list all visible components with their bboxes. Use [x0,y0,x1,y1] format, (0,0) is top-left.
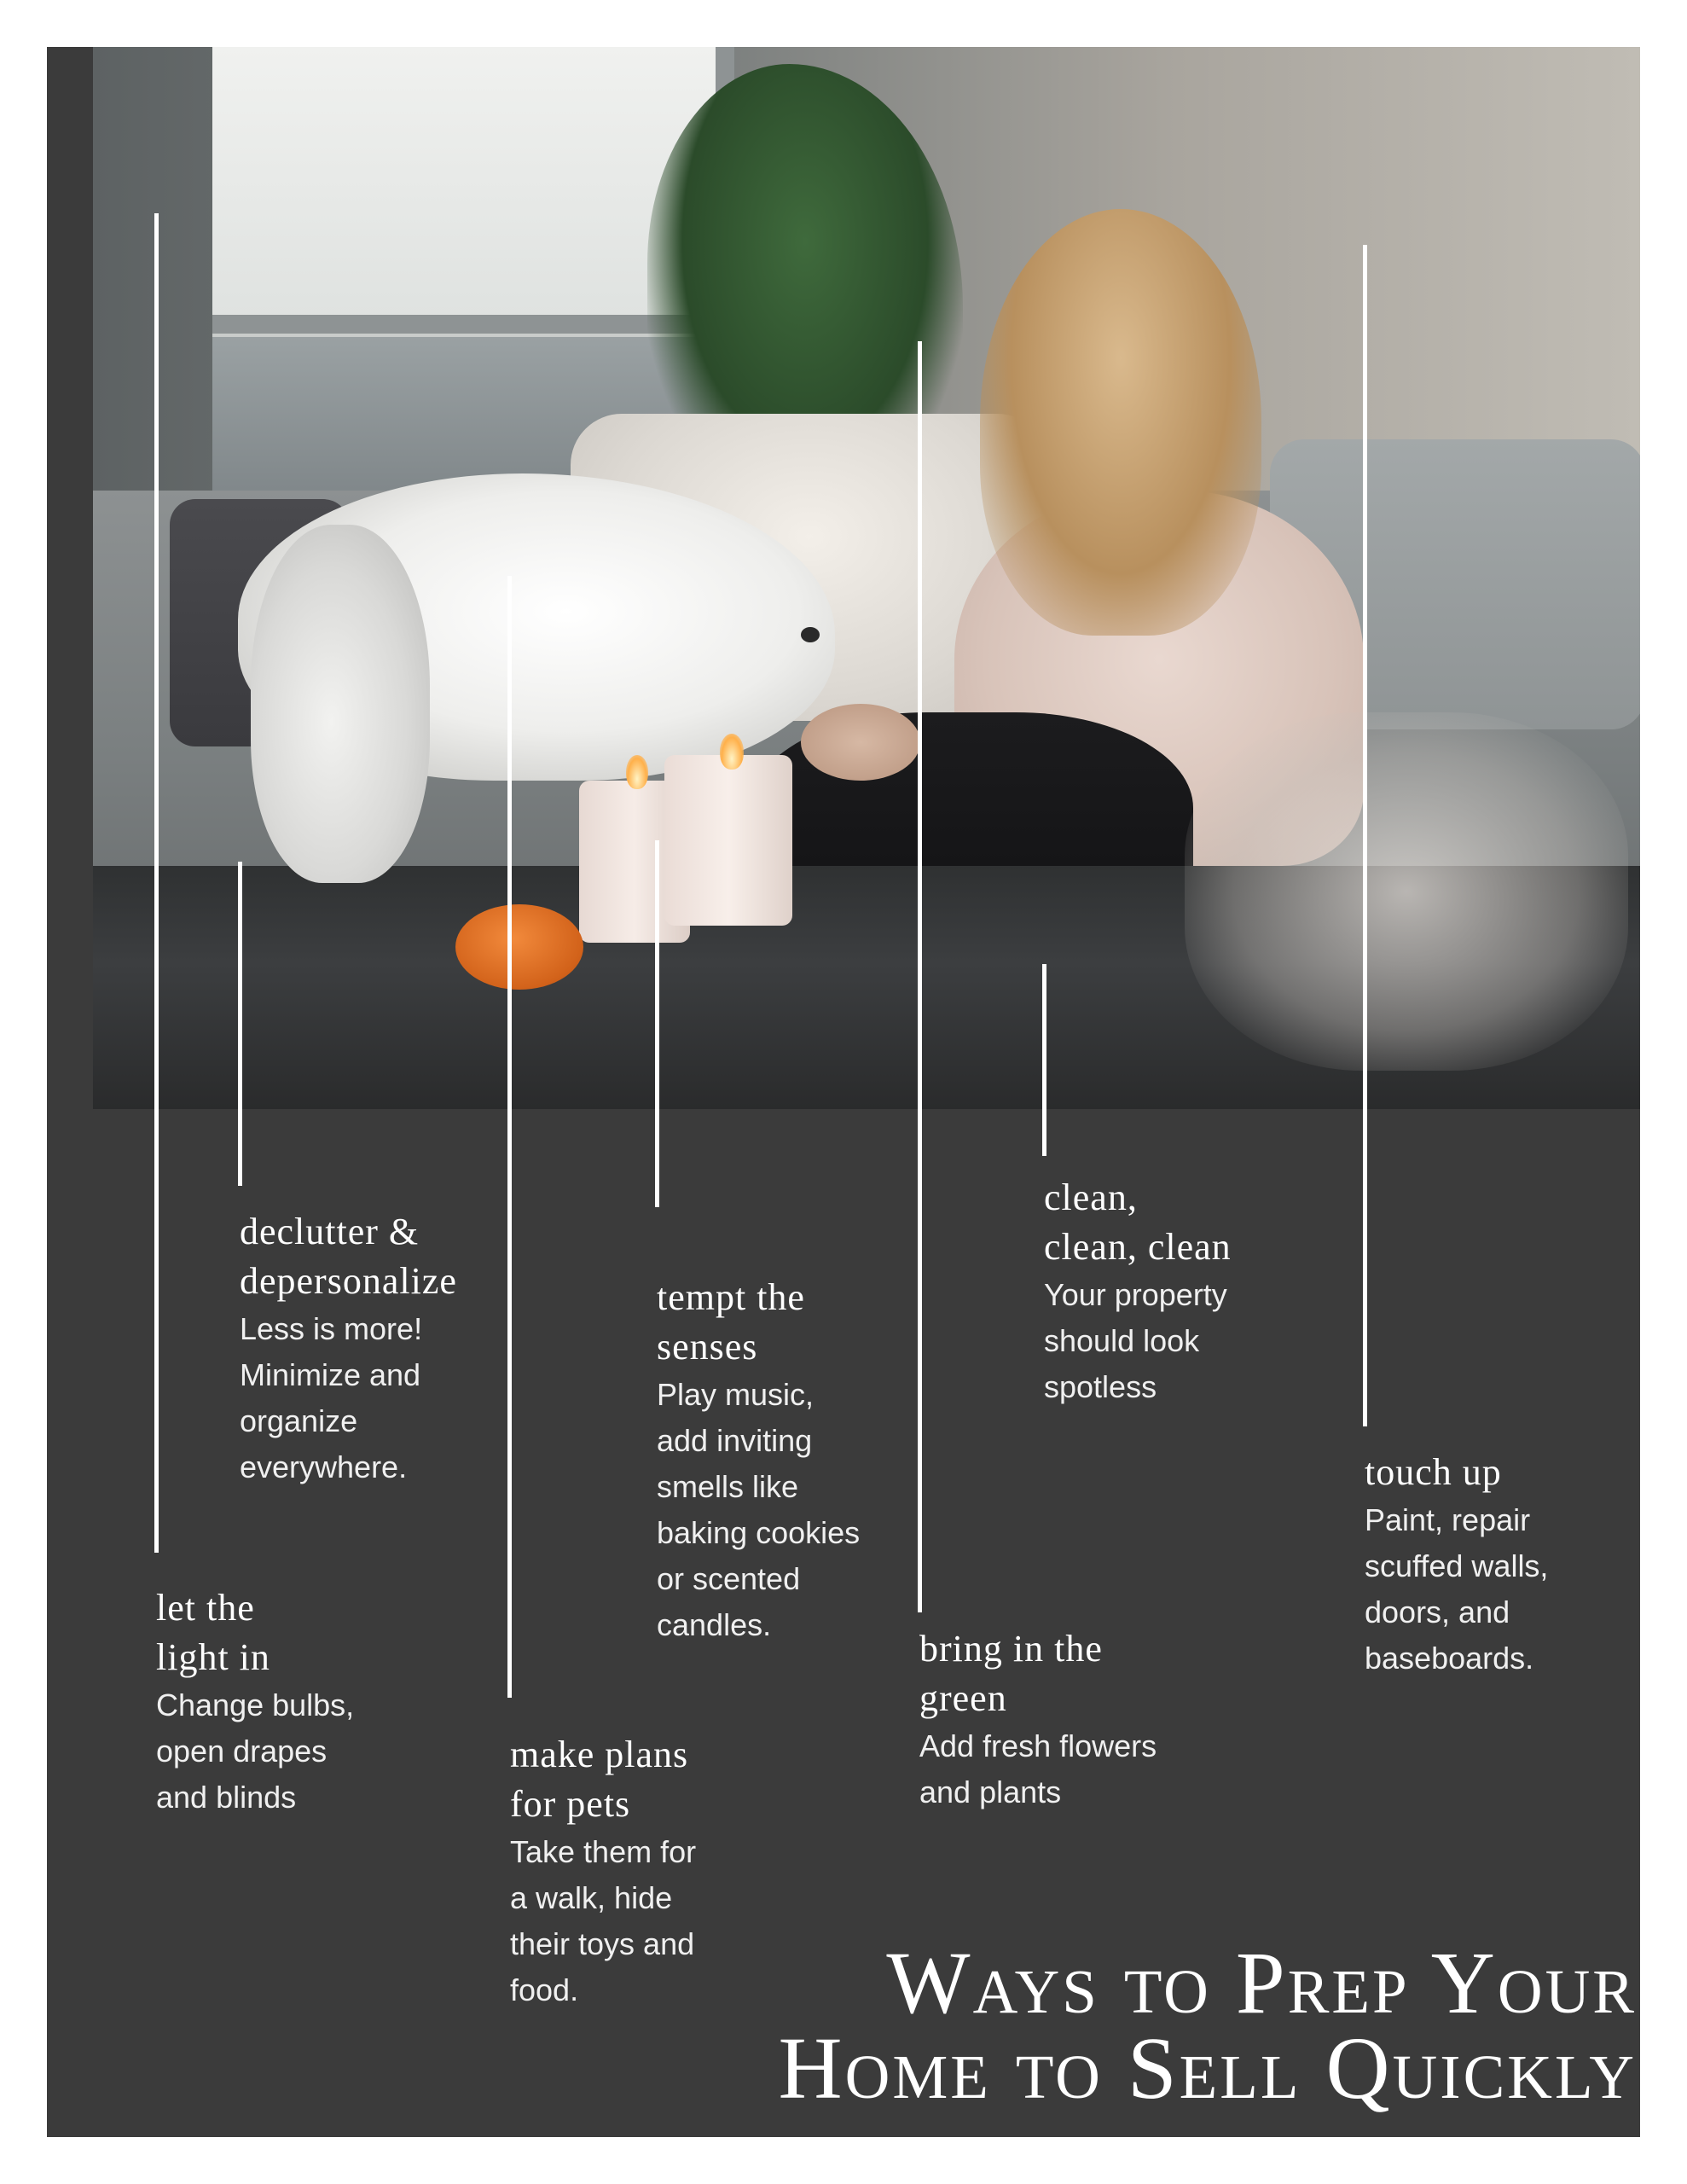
flyer-title-line1: Ways to Prep Your [886,1934,1637,2032]
photo-foreground-blur [1185,712,1628,1071]
photo-window-sky [212,47,716,320]
tip-heading: let the light in [156,1587,270,1678]
flyer-title-line2: Home to Sell Quickly [778,2019,1637,2117]
photo-candle [664,755,792,926]
tip-touch-up [1365,1448,1548,1682]
tip-make-plans-for-pets [510,1730,696,2013]
accent-line [655,840,659,1207]
photo-window-mullion [212,315,716,334]
tip-heading: tempt the senses [657,1276,805,1368]
tip-body: Less is more! Minimize and organize everywhere. [240,1311,423,1484]
tip-body: Paint, repair scuffed walls, doors, and baseboards. [1365,1502,1549,1676]
accent-line [1363,245,1367,1426]
photo-pumpkin [455,904,583,990]
living-room-photo [93,47,1640,1109]
photo-woman-knee [801,704,920,781]
tip-body: Play music, add inviting smells like baking cookies or scented candles. [657,1377,861,1642]
tip-body: Take them for a walk, hide their toys and food. [510,1834,697,2007]
accent-line [1042,964,1046,1156]
accent-line [507,576,512,1698]
tip-body: Add fresh flowers and plants [919,1728,1157,1809]
tip-let-the-light-in [156,1583,354,1821]
tip-heading: touch up [1365,1451,1502,1493]
tip-declutter [240,1207,457,1490]
accent-line [918,341,922,1612]
tip-heading: bring in the green [919,1628,1103,1719]
tip-body: Change bulbs, open drapes and blinds [156,1687,355,1815]
photo-candle-flame [720,734,744,770]
photo-pineapple-decor [251,525,430,883]
tip-heading: make plans for pets [510,1734,689,1825]
tip-bring-in-the-green [919,1624,1157,1815]
tip-clean [1044,1173,1232,1410]
tip-body: Your property should look spotless [1044,1277,1227,1404]
tip-heading: clean, clean, clean [1044,1176,1232,1268]
accent-line [154,213,159,1553]
photo-woman-hair [980,209,1261,636]
photo-candle-flame [626,755,648,789]
tip-tempt-the-senses [657,1273,860,1648]
flyer-panel [47,47,1640,2137]
tip-heading: declutter & depersonalize [240,1211,457,1302]
flyer-title [778,1934,1637,2117]
photo-dog-nose [801,627,820,642]
accent-line [238,862,242,1186]
